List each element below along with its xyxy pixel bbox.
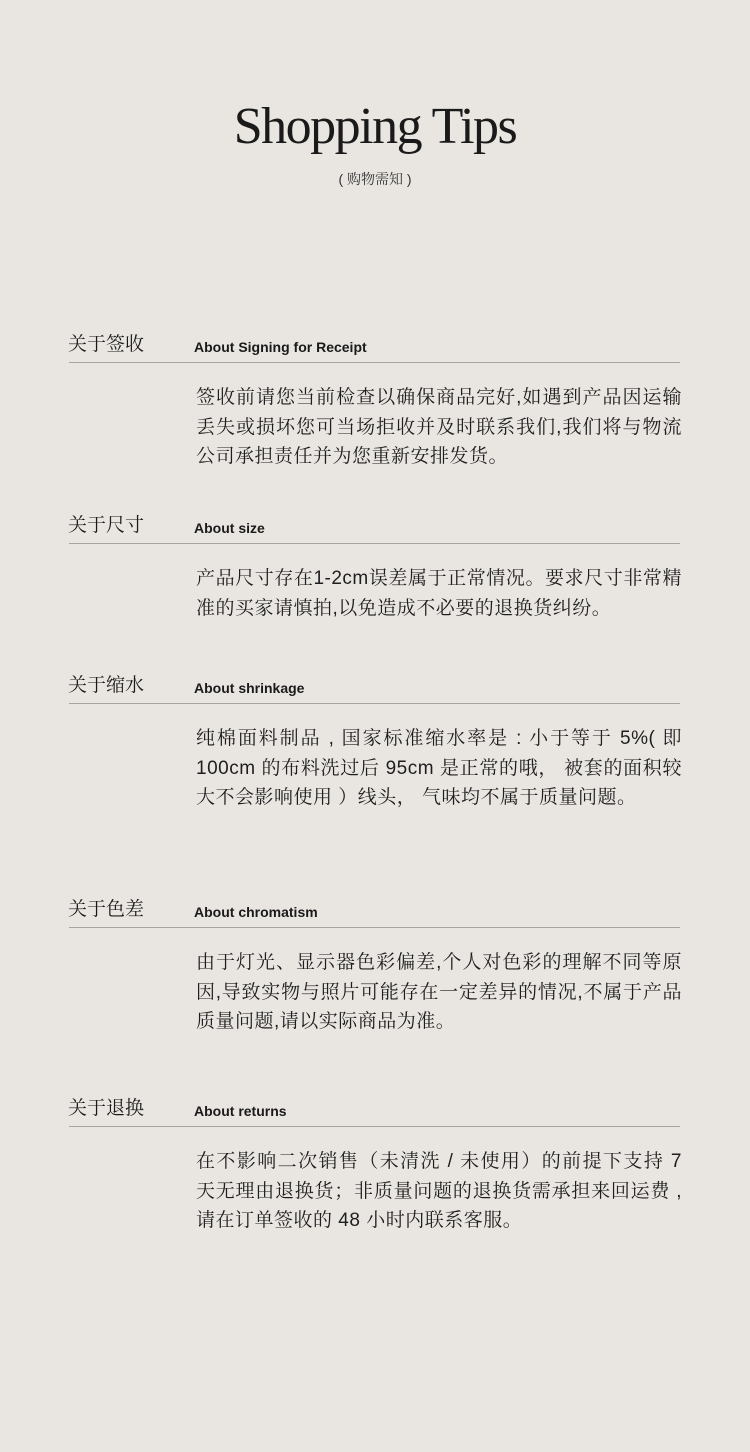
section-title-cn: 关于尺寸 [68,515,145,536]
section-divider [69,703,680,704]
section-title-cn: 关于签收 [68,334,145,355]
page-subtitle: ( 购物需知 ) [338,171,412,187]
section-header [0,1096,750,1126]
section-header [0,513,750,543]
section-header [0,332,750,362]
section-divider [69,362,680,363]
section-title-en: About shrinkage [194,680,305,696]
section-title-cn: 关于缩水 [68,675,145,696]
page-title: Shopping Tips [233,98,517,155]
section-body: 在不影响二次销售（未清洗 / 未使用）的前提下支持 7 天无理由退换货；非质量问题的退换货需承担来回运费 , 请在订单签收的 48 小时内联系客服。 [196,1151,682,1231]
section-divider [69,543,680,544]
section-title-en: About Signing for Receipt [194,339,367,355]
section-size [0,513,750,619]
section-title-en: About chromatism [194,904,318,920]
section-header [0,673,750,703]
section-body: 纯棉面料制品 , 国家标准缩水率是 : 小于等于 5%( 即 100cm 的布料洗过后 95cm 是正常的哦， 被套的面积较大不会影响使用 ）线头， 气味均不属于质量问题。 [196,728,682,808]
section-title-cn: 关于退换 [68,1098,145,1119]
section-title-en: About returns [194,1103,287,1119]
section-signing [0,332,750,467]
section-shrinkage [0,673,750,808]
section-title-en: About size [194,520,265,536]
section-divider [69,1126,680,1127]
section-chromatism [0,897,750,1032]
section-body: 产品尺寸存在1-2cm误差属于正常情况。要求尺寸非常精准的买家请慎拍,以免造成不必要的退换货纠纷。 [196,568,682,619]
section-body: 由于灯光、显示器色彩偏差,个人对色彩的理解不同等原因,导致实物与照片可能存在一定差异的情况,不属于产品质量问题,请以实际商品为准。 [196,952,682,1032]
section-title-cn: 关于色差 [68,899,145,920]
section-header [0,897,750,927]
section-divider [69,927,680,928]
section-body: 签收前请您当前检查以确保商品完好,如遇到产品因运输丢失或损坏您可当场拒收并及时联系我们,我们将与物流公司承担责任并为您重新安排发货。 [196,387,682,467]
section-returns [0,1096,750,1231]
